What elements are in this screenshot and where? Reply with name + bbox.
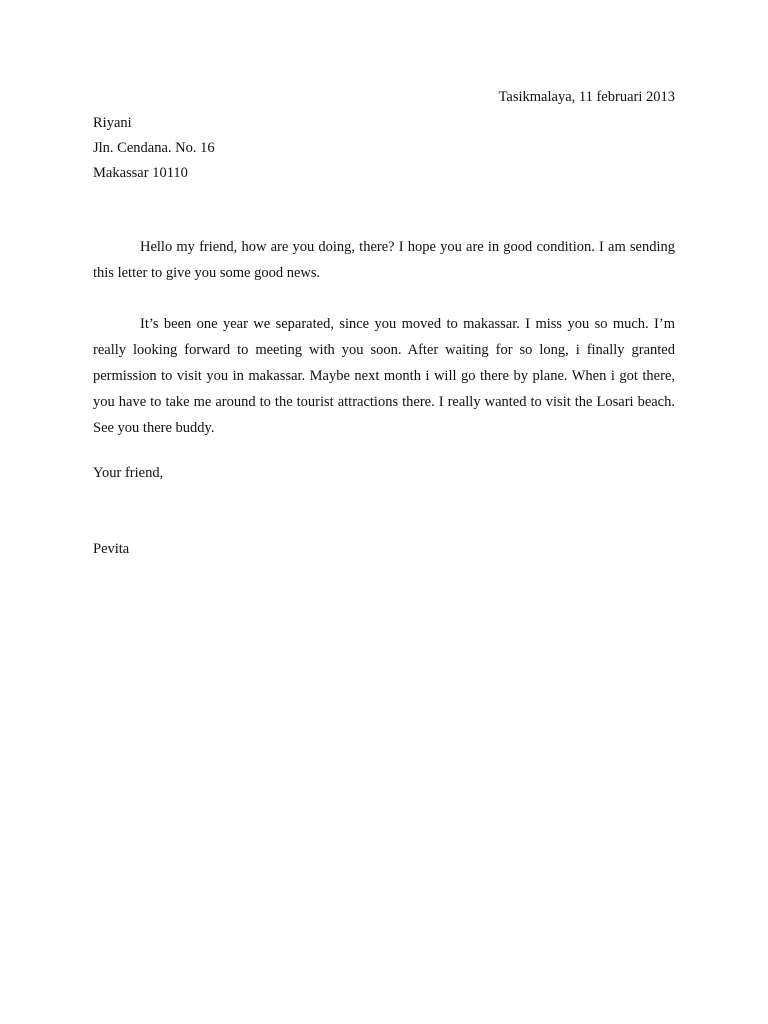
letter-signature: Pevita [93, 541, 130, 557]
recipient-city: Makassar 10110 [93, 165, 188, 181]
letter-date: Tasikmalaya, 11 februari 2013 [498, 89, 675, 105]
letter-closing: Your friend, [93, 465, 164, 481]
letter-paragraph-2: It’s been one year we separated, since you moved to makassar. I miss you so much. I’m really looking forward to meeting with you soon. After waiting for so long, i finally granted permission to visit you in makassar. Maybe next month i will go there by plane. When i got there, you have to take me around to the tourist attractions there. I really wanted to visit the Losari beach. See you there buddy. [93, 316, 675, 436]
letter-body [93, 234, 675, 466]
letter-paragraph-1: Hello my friend, how are you doing, there? I hope you are in good condition. I am sending this letter to give you some good news. [93, 239, 675, 281]
recipient-name: Riyani [93, 115, 132, 131]
recipient-street: Jln. Cendana. No. 16 [93, 140, 215, 156]
recipient-address [93, 111, 215, 186]
